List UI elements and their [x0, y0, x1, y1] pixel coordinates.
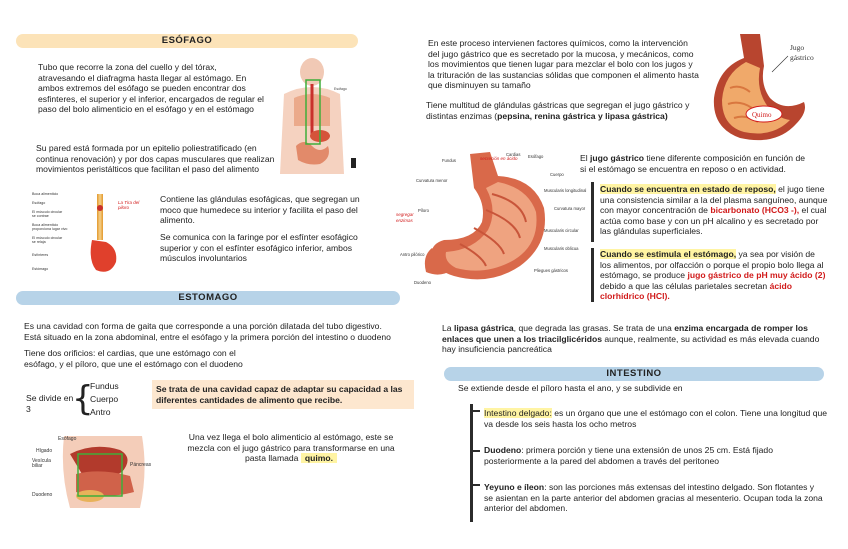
delgado-paragraph: [484, 408, 828, 429]
stomach-juice-image: [700, 28, 834, 150]
svg-text:Curvatura mayor: Curvatura mayor: [554, 206, 586, 211]
svg-text:enzimas: enzimas: [396, 218, 413, 223]
reposo-text-1: el jugo tiene una consistencia similar a la del plasma sanguíneo, aunque con mayor concentración de: [600, 184, 828, 216]
estimula-paragraph: [600, 249, 828, 302]
reposo-bar: [591, 182, 594, 242]
svg-text:Cuerpo: Cuerpo: [550, 172, 564, 177]
esofago-header: [16, 34, 358, 48]
svg-text:Muscularis longitudinal: Muscularis longitudinal: [544, 188, 587, 193]
duodeno-text: : primera porción y tiene una extensión de unos 25 cm. Está fijado posteriormente a la pared del abdomen a través del peritoneo: [484, 445, 773, 466]
svg-text:Páncreas: Páncreas: [130, 462, 152, 468]
tick-delgado: [470, 410, 480, 412]
lipasa-2: , que degrada las grasas. Se trata de una: [513, 323, 675, 333]
svg-text:gástrico: gástrico: [790, 53, 814, 62]
svg-text:El músculo circular: El músculo circular: [32, 210, 63, 214]
ph-acido-red: jugo gástrico de pH muy ácido (2): [687, 270, 826, 281]
svg-text:piloro: piloro: [118, 205, 130, 210]
svg-text:Duodeno: Duodeno: [32, 492, 53, 498]
enzimas-bold: pepsina, renina gástrica y lipasa gástrica): [497, 110, 668, 121]
svg-text:proporciona lugar vivo: proporciona lugar vivo: [32, 227, 68, 231]
annot-secrecion: secreción en ácido: [480, 156, 518, 161]
svg-text:Curvatura menor: Curvatura menor: [416, 178, 448, 183]
estimula-bar: [591, 248, 594, 302]
svg-text:Boca alimenticio: Boca alimenticio: [32, 192, 59, 196]
svg-text:Vesícula: Vesícula: [32, 458, 51, 464]
lipasa-1: La: [442, 323, 454, 333]
part-antro: Antro: [90, 407, 111, 417]
orificios-text: Tiene dos orificios: el cardias, que une estómago con el esófago, y el píloro, que une el estómago con el duodeno: [24, 348, 243, 369]
lipasa-3: aunque, realmente, su actividad es más elevada cuando hay insuficiencia pancreática: [442, 333, 820, 355]
part-fundus: Fundus: [90, 381, 119, 391]
jugo-bold: jugo gástrico: [590, 153, 644, 163]
estomago-header: [16, 291, 400, 305]
glandulas-paragraph: [426, 100, 694, 121]
jugo-gastrico-paragraph: [580, 153, 810, 174]
estimula-text-1: ya sea por visión de los alimentos, por olfacción o porque el propio bolo llega al estómago, se produce: [600, 249, 824, 281]
estomago-intro-2: Está situado en la zona abdominal, entre el esófago y la primera porción del intestino o duodeno: [24, 332, 391, 342]
label-esofago: Esófago: [58, 436, 77, 442]
svg-text:Esófago: Esófago: [528, 154, 544, 159]
intestino-intro: Se extiende desde el píloro hasta el ano, y se subdivide en: [458, 383, 683, 393]
tick-yeyuno: [470, 484, 480, 486]
proceso-paragraph: En este proceso intervienen factores químicos, como la intervención del jugo gástrico que es secretado por la mucosa, y mecánicos, como los movimientos que tienen lugar para mezclar el bolo con los jugos y la trituración de las sustancias sólidas que componen el alimento hasta que disminuyen su tamaño: [428, 38, 699, 91]
svg-text:El músculo circular: El músculo circular: [32, 236, 63, 240]
jugo-post: tiene diferente composición en función de si el estómago se encuentra en reposo o en actividad.: [580, 153, 805, 174]
svg-text:Esófago: Esófago: [334, 87, 347, 91]
part-cuerpo: Cuerpo: [90, 394, 119, 404]
reposo-paragraph: [600, 184, 828, 237]
lipasa-bold-2: enzima encargada de romper los enlaces que unen a los triacilglicéridos: [442, 323, 808, 344]
svg-text:Antro pilórico: Antro pilórico: [400, 252, 425, 257]
svg-text:se relaja: se relaja: [32, 240, 46, 244]
delgado-text: es un órgano que une el estómago con el colon. Tiene una longitud que va desde los seis hasta los ocho metros: [484, 408, 828, 429]
label-quimo: Quimo: [752, 111, 772, 119]
yeyuno-bold: Yeyuno e íleon: [484, 482, 545, 492]
svg-text:Esófago: Esófago: [32, 201, 46, 205]
yeyuno-paragraph: [484, 482, 824, 514]
estomago-intro-1: Es una cavidad con forma de gaita que corresponde a una porción dilatada del tubo digestivo.: [24, 321, 382, 331]
duodeno-paragraph: [484, 445, 824, 466]
delgado-highlight: Intestino delgado:: [484, 408, 552, 418]
svg-text:Muscularis circular: Muscularis circular: [544, 228, 579, 233]
svg-text:Fundus: Fundus: [442, 158, 456, 163]
svg-text:biliar: biliar: [32, 463, 43, 469]
tick-duodeno: [470, 450, 480, 452]
svg-text:Boca alimenticio: Boca alimenticio: [32, 223, 59, 227]
bolo-pre: Una vez llega el bolo alimenticio al estómago, este se mezcla con el jugo gástrico para transformarse en una pasta llamada: [187, 432, 395, 464]
capacidad-callout: Se trata de una cavidad capaz de adaptar su capacidad a las diferentes cantidades de alimento que recibe.: [152, 380, 414, 409]
svg-text:Esfínteres: Esfínteres: [32, 253, 49, 257]
lipasa-paragraph: [442, 323, 834, 355]
lipasa-bold-1: lipasa gástrica: [453, 323, 514, 333]
svg-text:Hígado: Hígado: [36, 448, 53, 454]
esofago-paragraph-4: Se comunica con la faringe por el esfínter esofágico superior y con el esfínter esofágico inferior, ambos músculos involuntarios: [160, 232, 358, 264]
quimo-highlight: quimo.: [301, 453, 337, 463]
intestino-title: INTESTINO: [606, 368, 662, 379]
yeyuno-text: : son las porciones más extensas del intestino delgado. Son flotantes y se asientan en la parte anterior del abdomen gracias al mesenterio. Ocupan toda la zona anterior del abdomen.: [484, 482, 823, 514]
estomago-title: ESTOMAGO: [178, 292, 238, 303]
esofago-paragraph-3: Contiene las glándulas esofágicas, que segregan un moco que humedece su interior y facilita el paso del alimento.: [160, 194, 360, 226]
esofago-title: ESÓFAGO: [161, 35, 213, 46]
estimula-text-2: debido a que las células parietales secretan: [600, 280, 770, 291]
duodeno-bold: Duodeno: [484, 445, 522, 455]
svg-text:Estómago: Estómago: [32, 267, 49, 271]
abdomen-stomach-image: [30, 432, 156, 512]
reposo-text-2: el cual actúa como base y con un pH alcalino y es secretado por las glándulas superficiales.: [600, 205, 827, 237]
bolo-text: [178, 432, 404, 464]
torso-anatomy-image: [272, 54, 360, 176]
annot-enzimas: segregar: [396, 212, 414, 217]
svg-text:Pliegues gástricos: Pliegues gástricos: [534, 268, 568, 273]
annotation-red: La Tira del: [118, 200, 140, 205]
esophagus-peristalsis-diagram: [30, 190, 152, 278]
intestino-header: [444, 367, 824, 381]
bicarbonato-red: bicarbonato (HCO3 -),: [710, 205, 800, 216]
brace: {: [72, 379, 94, 419]
jugo-pre: El: [580, 153, 591, 163]
svg-text:se contrae: se contrae: [32, 214, 49, 218]
label-jugo-gastrico: Jugo: [790, 43, 805, 52]
hcl-red: ácido clorhídrico (HCl).: [600, 280, 793, 302]
svg-text:Duodeno: Duodeno: [414, 280, 431, 285]
svg-text:Muscularis oblicua: Muscularis oblicua: [544, 246, 579, 251]
svg-text:Cardias: Cardias: [506, 152, 521, 157]
svg-text:Píloro: Píloro: [418, 208, 429, 213]
esofago-paragraph-2: Su pared está formada por un epitelio poliestratificado (en continua renovación) y por dos capas musculares que realizan movimientos peristálticos que facilitan el paso del alimento: [36, 143, 275, 175]
divide-label: Se divide en 3: [26, 393, 74, 414]
estimula-highlight: Cuando se estimula el estómago,: [600, 249, 737, 259]
reposo-highlight: Cuando se encuentra en estado de reposo,: [600, 184, 776, 194]
intestino-bar: [470, 404, 473, 522]
esofago-paragraph-1: Tubo que recorre la zona del cuello y del tórax, atravesando el diafragma hasta llegar al estómago. En ambos extremos del esófago se pueden encontrar dos esfinteres, el superior y el inferior, encargados de regular el paso del bolo alimenticio en el esófago y en el estómago: [38, 62, 264, 115]
glandulas-pre: Tiene multitud de glándulas gástricas que segregan el jugo gástrico y distintas enzimas (: [426, 100, 690, 121]
